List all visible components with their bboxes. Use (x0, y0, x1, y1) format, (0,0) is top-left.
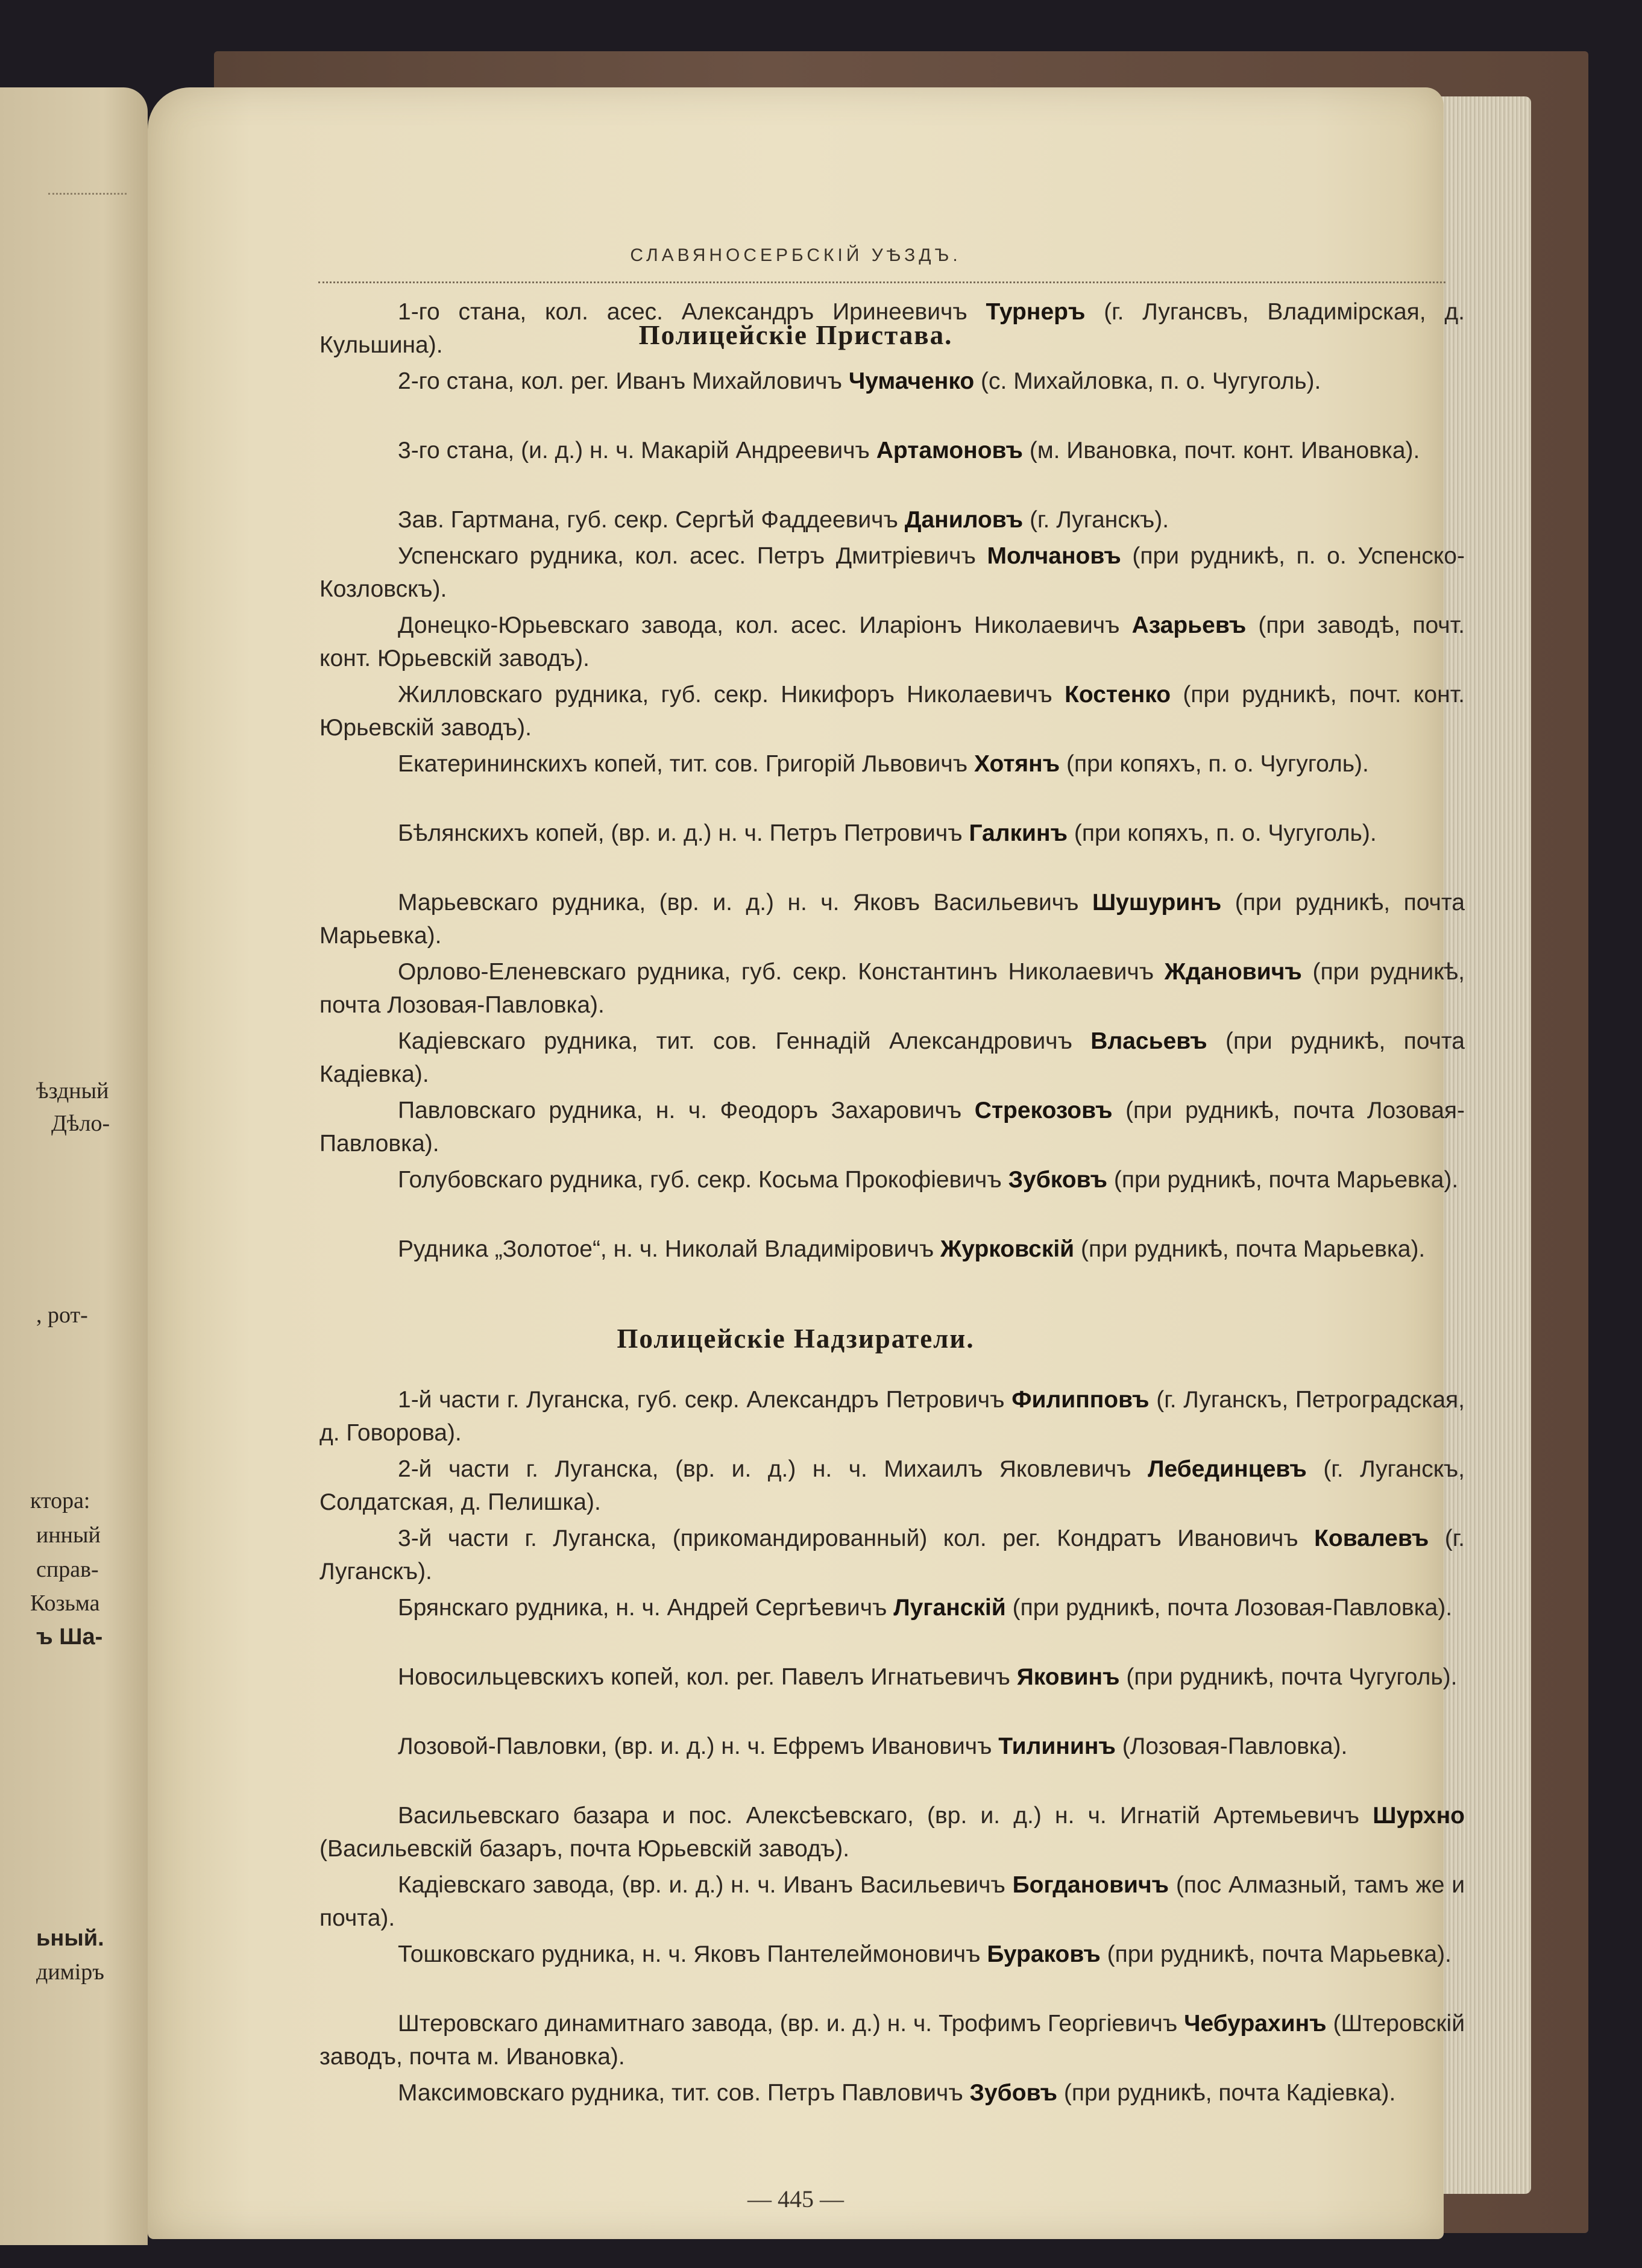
left-fragment: ктора: (30, 1488, 90, 1513)
official-surname: Ждановичъ (1164, 959, 1302, 985)
entry-paragraph (319, 365, 1465, 398)
entry-text: Зав. Гартмана, губ. секр. Сергѣй Фаддеевичъ (398, 507, 905, 533)
entry-address: (при рудникѣ, почта Кадiевка). (1057, 2080, 1396, 2106)
official-surname: Журковскiй (940, 1236, 1075, 1262)
entry-address: (Васильевскiй базаръ, почта Юрьевскiй заводъ). (319, 1836, 850, 1862)
entry-text: Лозовой-Павловки, (вр. и. д.) н. ч. Ефремъ Ивановичъ (398, 1733, 999, 1759)
entry-address: (с. Михайловка, п. о. Чугуголь). (974, 368, 1321, 394)
official-surname: Артамоновъ (876, 438, 1023, 463)
entry-address: (при рудникѣ, почта Марьевка). (1107, 1167, 1459, 1193)
entry-address: (г. Лугансвъ, Владимiрская, д. Кульшина). (319, 299, 1465, 358)
entry-address: (при рудникѣ, почта Марьевка). (319, 890, 1465, 949)
entry-paragraph (319, 1799, 1465, 1865)
entry-text: Васильевскаго базара и пос. Алексѣевскаго, (вр. и. д.) н. ч. Игнатiй Артемьевичъ (398, 1803, 1373, 1829)
entry-address: (Лозовая-Павловка). (1115, 1733, 1348, 1759)
entry-address: (при рудникѣ, почта Марьевка). (1074, 1236, 1426, 1262)
entry-text: Жилловскаго рудника, губ. секр. Никифоръ Николаевичъ (398, 682, 1065, 708)
official-surname: Яковинъ (1016, 1664, 1120, 1690)
official-surname: Филипповъ (1011, 1387, 1150, 1413)
official-surname: Чебурахинъ (1184, 2011, 1327, 2037)
entry-paragraph (319, 1591, 1465, 1624)
entry-paragraph (319, 1730, 1465, 1763)
entry-address: (при рудникѣ, почта Марьевка). (1100, 1941, 1452, 1967)
entry-address: (г. Луганскъ, Петроградская, д. Говорова). (319, 1387, 1465, 1446)
official-surname: Стрекозовъ (974, 1098, 1113, 1123)
entry-paragraph (319, 1660, 1465, 1694)
official-surname: Богдановичъ (1012, 1872, 1169, 1898)
official-surname: Шурхно (1373, 1803, 1465, 1829)
entry-text: 3-го стана, (и. д.) н. ч. Макарiй Андреевичъ (398, 438, 876, 463)
official-surname: Бураковъ (987, 1941, 1101, 1967)
official-surname: Зубовъ (969, 2080, 1058, 2106)
header-rule (318, 281, 1445, 288)
official-surname: Зубковъ (1008, 1167, 1108, 1193)
entry-paragraph (319, 1233, 1465, 1266)
entry-address: (при рудникѣ, почта Чугуголь). (1119, 1664, 1458, 1690)
official-surname: Тилининъ (998, 1733, 1116, 1759)
left-fragment: справ- (36, 1557, 99, 1582)
entry-paragraph (319, 609, 1465, 675)
left-fragment: ъ Ша- (36, 1624, 103, 1650)
left-page (0, 87, 148, 2245)
entry-address: (при рудникѣ, почта Лозовая-Павловка). (319, 1098, 1465, 1157)
entry-text: Кадiевскаго рудника, тит. сов. Геннадiй Александровичъ (398, 1028, 1091, 1054)
entry-text: Кадiевскаго завода, (вр. и. д.) н. ч. Иванъ Васильевичъ (398, 1872, 1013, 1898)
official-surname: Ковалевъ (1314, 1525, 1429, 1551)
entry-text: Екатерининскихъ копей, тит. сов. Григорiй Львовичъ (398, 751, 974, 777)
book-page (148, 87, 1465, 2239)
entry-address: (при заводѣ, почт. конт. Юрьевскiй заводъ). (319, 612, 1465, 671)
entry-address: (Штеровскiй заводъ, почта м. Ивановка). (319, 2011, 1465, 2070)
entry-text: Павловскаго рудника, н. ч. Феодоръ Захаровичъ (398, 1098, 975, 1123)
entry-text: Штеровскаго динамитнаго завода, (вр. и. д.) н. ч. Трофимъ Георгiевичъ (398, 2011, 1184, 2037)
official-surname: Костенко (1065, 682, 1171, 708)
official-surname: Турнеръ (986, 299, 1086, 325)
left-fragment: Козьма (30, 1591, 100, 1616)
entry-address: (г. Луганскъ). (1023, 507, 1169, 533)
entry-paragraph (319, 295, 1465, 362)
entry-paragraph (319, 886, 1465, 952)
entry-paragraph (319, 434, 1465, 467)
entry-address: (при копяхъ, п. о. Чугуголь). (1060, 751, 1369, 777)
left-fragment: димiръ (36, 1959, 104, 1985)
entry-text: Бѣлянскихъ копей, (вр. и. д.) н. ч. Петръ Петровичъ (398, 820, 969, 846)
entry-paragraph (319, 1453, 1465, 1519)
left-fragment: инный (36, 1522, 101, 1548)
entry-paragraph (319, 817, 1465, 850)
official-surname: Хотянъ (974, 751, 1060, 777)
entry-address: (м. Ивановка, почт. конт. Ивановка). (1023, 438, 1420, 463)
entry-paragraph (319, 503, 1465, 536)
official-surname: Лебединцевъ (1148, 1456, 1307, 1482)
entry-text: 2-й части г. Луганска, (вр. и. д.) н. ч. Михаилъ Яковлевичъ (398, 1456, 1148, 1482)
entry-paragraph (319, 1025, 1465, 1091)
entry-text: Успенскаго рудника, кол. асес. Петръ Дмитрiевичъ (398, 543, 987, 569)
entry-address: (пос Алмазный, тамъ же и почта). (319, 1872, 1465, 1931)
section-title-nadzirateli: Полицейскiе Надзиратели. (617, 1324, 975, 1354)
entry-text: Тошковскаго рудника, н. ч. Яковъ Пантелеймоновичъ (398, 1941, 987, 1967)
official-surname: Молчановъ (987, 543, 1121, 569)
entry-paragraph (319, 1163, 1465, 1196)
entry-paragraph (319, 747, 1465, 781)
entry-text: Рудника „Золотое“, н. ч. Николай Владимiровичъ (398, 1236, 941, 1262)
official-surname: Власьевъ (1090, 1028, 1207, 1054)
entry-text: 3-й части г. Луганска, (прикомандированный) кол. рег. Кондратъ Ивановичъ (398, 1525, 1315, 1551)
entry-paragraph (319, 1094, 1465, 1160)
entry-paragraph (319, 1522, 1465, 1588)
entry-paragraph (319, 1938, 1465, 1971)
entry-paragraph (319, 1868, 1465, 1935)
entry-address: (при рудникѣ, п. о. Успенско-Козловскъ). (319, 543, 1465, 602)
entry-address: (г. Луганскъ). (319, 1525, 1465, 1585)
entry-text: Брянскаго рудника, н. ч. Андрей Сергѣевичъ (398, 1595, 894, 1621)
left-page-rule (48, 193, 127, 197)
entry-text: Донецко-Юрьевскаго завода, кол. асес. Иларiонъ Николаевичъ (398, 612, 1132, 638)
entry-address: (при рудникѣ, почта Кадiевка). (319, 1028, 1465, 1087)
entry-address: (при рудникѣ, почта Лозовая-Павловка). (319, 959, 1465, 1018)
entry-address: (при рудникѣ, почт. конт. Юрьевскiй заводъ). (319, 682, 1465, 741)
official-surname: Азарьевъ (1131, 612, 1247, 638)
official-surname: Галкинъ (969, 820, 1068, 846)
entry-text: 1-й части г. Луганска, губ. секр. Александръ Петровичъ (398, 1387, 1012, 1413)
entry-paragraph (319, 2007, 1465, 2073)
entry-text: Марьевскаго рудника, (вр. и. д.) н. ч. Яковъ Васильевичъ (398, 890, 1092, 916)
official-surname: Чумаченко (848, 368, 975, 394)
entry-text: Новосильцевскихъ копей, кол. рег. Павелъ Игнатьевичъ (398, 1664, 1017, 1690)
left-fragment: ьный. (36, 1926, 104, 1951)
page-number: — 445 — (747, 2185, 844, 2213)
left-fragment: ѣздный (36, 1078, 109, 1104)
entry-address: (при копяхъ, п. о. Чугуголь). (1068, 820, 1377, 846)
entry-paragraph (319, 678, 1465, 744)
official-surname: Шушуринъ (1092, 890, 1222, 916)
running-head: СЛАВЯНОСЕРБСКIЙ УѢЗДЪ. (630, 245, 961, 265)
entry-address: (при рудникѣ, почта Лозовая-Павловка). (1005, 1595, 1453, 1621)
entry-text: Голубовскаго рудника, губ. секр. Косьма Прокофiевичъ (398, 1167, 1008, 1193)
entry-text: 2-го стана, кол. рег. Иванъ Михайловичъ (398, 368, 849, 394)
left-fragment: , рот- (36, 1302, 88, 1328)
entry-text: 1-го стана, кол. асес. Александръ Иринеевичъ (398, 299, 986, 325)
entry-text: Орлово-Еленевскаго рудника, губ. секр. Константинъ Николаевичъ (398, 959, 1165, 985)
entry-paragraph (319, 1383, 1465, 1450)
entry-paragraph (319, 2076, 1465, 2109)
entry-paragraph (319, 955, 1465, 1022)
entry-text: Максимовскаго рудника, тит. сов. Петръ Павловичъ (398, 2080, 970, 2106)
entry-address: (г. Луганскъ, Солдатская, д. Пелишка). (319, 1456, 1465, 1515)
entry-paragraph (319, 539, 1465, 606)
section-title-pristava: Полицейскiе Пристава. (638, 320, 953, 350)
left-fragment: Дѣло- (51, 1111, 110, 1136)
official-surname: Даниловъ (904, 507, 1024, 533)
official-surname: Луганскiй (893, 1595, 1006, 1621)
